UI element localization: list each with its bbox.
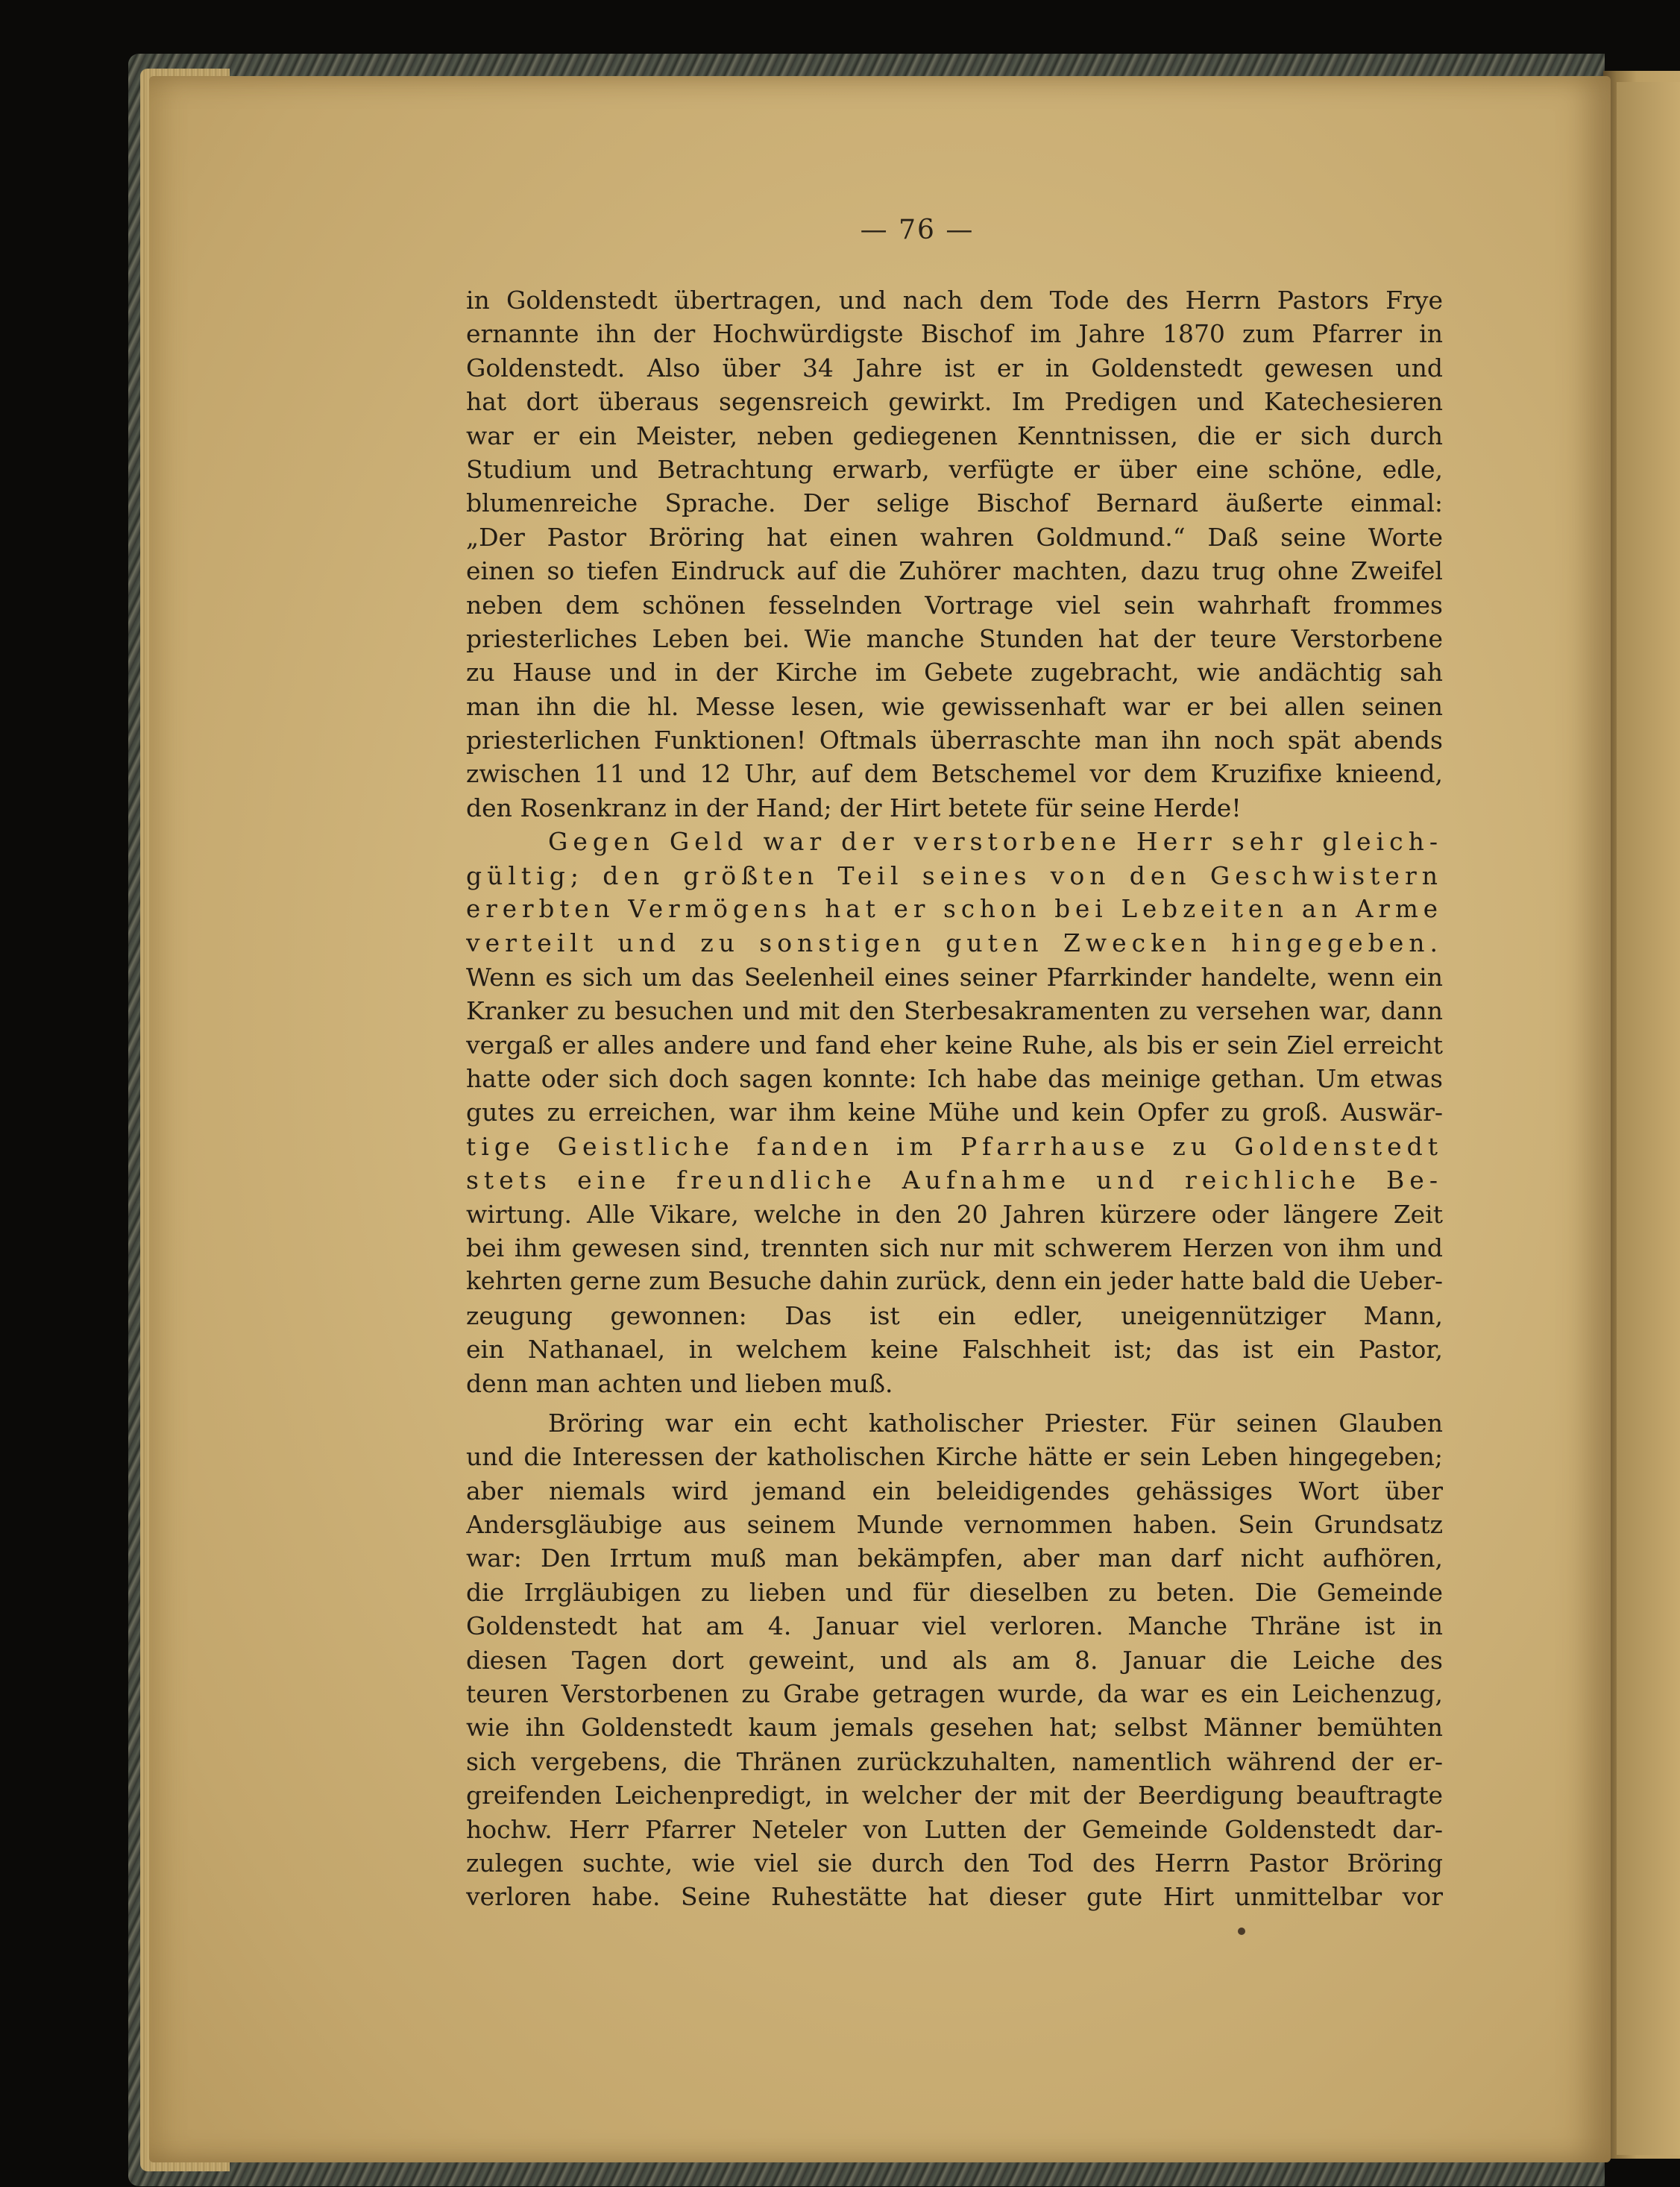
text-line: greifenden Leichenpredigt, in welcher der mit der Beerdigung beauftragte [466,1781,1443,1810]
text-line: tige Geistliche fanden im Pfarrhause zu Goldenstedt [466,1131,1443,1161]
paragraph [466,825,1443,1400]
text-line: ein Nathanael, in welchem keine Falschheit ist; das ist ein Pastor, [466,1335,1443,1365]
text-line: Goldenstedt hat am 4. Januar viel verloren. Manche Thräne ist in [466,1611,1443,1641]
text-line: teuren Verstorbenen zu Grabe getragen wurde, da war es ein Leichenzug, [466,1679,1443,1709]
text-line: Studium und Betrachtung erwarb, verfügte er über eine schöne, edle, [466,454,1443,484]
text-line: aber niemals wird jemand ein beleidigendes gehässiges Wort über [466,1476,1443,1505]
text-line: hochw. Herr Pfarrer Neteler von Lutten der Gemeinde Goldenstedt dar- [466,1814,1443,1844]
text-line: stets eine freundliche Aufnahme und reichliche Be- [466,1165,1443,1195]
text-line: „Der Pastor Bröring hat einen wahren Goldmund.“ Daß seine Worte [466,522,1443,552]
text-line: die Irrgläubigen zu lieben und für dieselben zu beten. Die Gemeinde [466,1577,1443,1607]
text-line: denn man achten und lieben muß. [466,1368,893,1398]
text-line: Wenn es sich um das Seelenheil eines seiner Pfarrkinder handelte, wenn ein [466,962,1443,992]
facing-page-edge [1617,82,1680,2155]
page-text [466,283,1443,1914]
text-line: priesterlichen Funktionen! Oftmals überraschte man ihn noch spät abends [466,726,1443,755]
text-line: zeugung gewonnen: Das ist ein edler, uneigennütziger Mann, [466,1300,1443,1330]
text-line: priesterliches Leben bei. Wie manche Stunden hat der teure Verstorbene [466,623,1443,653]
text-line: und die Interessen der katholischen Kirche hätte er sein Leben hingegeben; [466,1442,1443,1472]
text-line: man ihn die hl. Messe lesen, wie gewissenhaft war er bei allen seinen [466,691,1443,721]
text-line: Kranker zu besuchen und mit den Sterbesakramenten zu versehen war, dann [466,996,1443,1026]
paragraph [466,1406,1443,1914]
text-line: kehrten gerne zum Besuche dahin zurück, denn ein jeder hatte bald die Ueber- [466,1267,1443,1296]
text-line: zwischen 11 und 12 Uhr, auf dem Betschemel vor dem Kruzifixe knieend, [466,759,1443,789]
text-line: verteilt und zu sonstigen guten Zwecken hingegeben. [466,928,1443,958]
text-line: blumenreiche Sprache. Der selige Bischof Bernard äußerte einmal: [466,488,1443,518]
text-line: in Goldenstedt übertragen, und nach dem Tode des Herrn Pastors Frye [466,286,1443,315]
text-line: den Rosenkranz in der Hand; der Hirt betete für seine Herde! [466,793,1242,822]
text-line: ererbten Vermögens hat er schon bei Lebzeiten an Arme [466,895,1443,924]
text-line: gutes zu erreichen, war ihm keine Mühe und kein Opfer zu groß. Auswär- [466,1098,1443,1127]
text-line: sich vergebens, die Thränen zurückzuhalten, namentlich während der er- [466,1746,1443,1776]
text-line: wirtung. Alle Vikare, welche in den 20 Jahren kürzere oder längere Zeit [466,1199,1443,1229]
page-number: — 76 — [860,215,975,245]
text-line: einen so tiefen Eindruck auf die Zuhörer machten, dazu trug ohne Zweifel [466,556,1443,586]
text-line: Bröring war ein echt katholischer Priester. Für seinen Glauben [548,1408,1443,1438]
text-line: Andersgläubige aus seinem Munde vernommen haben. Sein Grundsatz [466,1510,1443,1540]
text-line: vergaß er alles andere und fand eher keine Ruhe, als bis er sein Ziel erreicht [466,1030,1443,1060]
text-line: Goldenstedt. Also über 34 Jahre ist er in Goldenstedt gewesen und [466,353,1443,383]
text-line: neben dem schönen fesselnden Vortrage viel sein wahrhaft frommes [466,590,1443,620]
text-line: zulegen suchte, wie viel sie durch den Tod des Herrn Pastor Bröring [466,1848,1443,1878]
text-line: hat dort überaus segensreich gewirkt. Im Predigen und Katechesieren [466,387,1443,417]
ink-spot [1238,1928,1245,1935]
text-line: wie ihn Goldenstedt kaum jemals gesehen hat; selbst Männer bemühten [466,1713,1443,1743]
text-line: zu Hause und in der Kirche im Gebete zugebracht, wie andächtig sah [466,658,1443,687]
text-line: Gegen Geld war der verstorbene Herr sehr gleich- [548,827,1443,857]
text-line: war er ein Meister, neben gediegenen Kenntnissen, die er sich durch [466,421,1443,450]
text-line: gültig; den größten Teil seines von den Geschwistern [466,860,1443,890]
text-line: diesen Tagen dort geweint, und als am 8. Januar die Leiche des [466,1645,1443,1675]
text-line: war: Den Irrtum muß man bekämpfen, aber man darf nicht aufhören, [466,1544,1443,1573]
text-line: bei ihm gewesen sind, trennten sich nur mit schwerem Herzen von ihm und [466,1233,1443,1262]
text-line: ernannte ihn der Hochwürdigste Bischof im Jahre 1870 zum Pfarrer in [466,319,1443,349]
paragraph [466,283,1443,825]
text-line: verloren habe. Seine Ruhestätte hat dieser gute Hirt unmittelbar vor [466,1882,1443,1912]
text-line: hatte oder sich doch sagen konnte: Ich habe das meinige gethan. Um etwas [466,1063,1443,1093]
